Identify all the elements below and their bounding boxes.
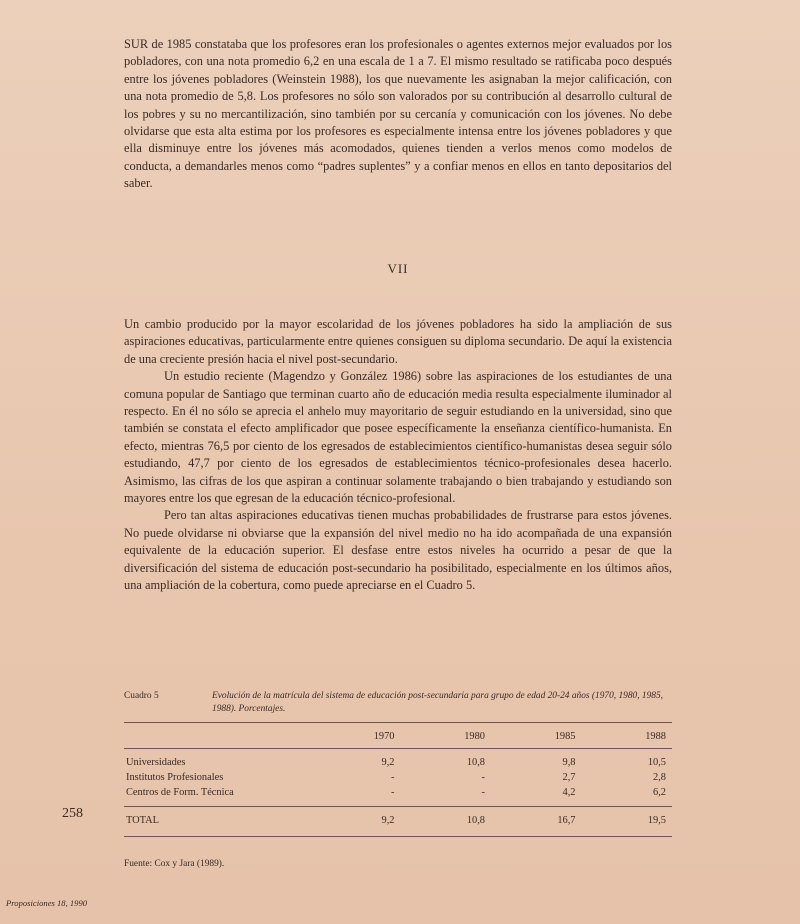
table-row [124, 770, 672, 785]
table-cell: 16,7 [491, 807, 582, 837]
table-cell: 4,2 [562, 787, 576, 798]
paragraph: SUR de 1985 constataba que los profesores eran los profesionales o agentes externos mejor evaluados por los pobladores, con una nota promedio 6,2 en una escala de 1 a 7. El mismo resultado se ratificaba poco después entre los jóvenes pobladores (Weinstein 1988), los que nuevamente les asignaban la mejor calificación, con una nota promedio de 5,8. Los profesores no sólo son valorados por su contribución al desarrollo cultural de los pobres y su no mercantilización, sino también por su cercanía y comunicación con los jóvenes. No debe olvidarse que esta alta estima por los profesores es especialmente intensa entre los jóvenes pobladores y que ella disminuye entre los jóvenes más acomodados, quienes tienden a verlos menos como modelos de conducta, a demandarles menos como “padres suplentes” y a confiar menos en ellos en tanto depositarios del saber. [124, 37, 672, 191]
table-cell: Centros de Form. Técnica [126, 787, 234, 798]
table-cell: 10,8 [401, 807, 492, 837]
table-cell: 9,2 [310, 807, 401, 837]
table-header-cell: 1980 [464, 731, 485, 742]
section-heading: VII [387, 261, 409, 276]
table-header-cell: 1985 [554, 731, 576, 742]
table-total-row [124, 807, 672, 837]
table-caption-text: Evolución de la matrícula del sistema de educación post-secundaria para grupo de edad 20-24 años (1970, 1980, 1985, 1988). Porcentajes. [212, 691, 663, 714]
body-paragraph-block [124, 316, 672, 595]
table-row [124, 785, 672, 807]
table-source: Fuente: Cox y Jara (1989). [124, 859, 225, 869]
table-header-row [124, 723, 672, 749]
table-cell: - [481, 772, 485, 783]
table-cell: 2,7 [562, 772, 576, 783]
table-label: Cuadro 5 [124, 691, 159, 701]
page-number: 258 [62, 806, 83, 821]
table-row [124, 749, 672, 771]
table-cell: 9,2 [381, 757, 395, 768]
table-caption [124, 690, 672, 716]
paragraph: Pero tan altas aspiraciones educativas tienen muchas probabilidades de frustrarse para estos jóvenes. No puede olvidarse ni obviarse que la expansión del nivel medio no ha ido acompañada de una expansión equivalente de la educación superior. El desfase entre estos niveles ha ocurrido a pesar de que la diversificación del sistema de educación post-secundario ha posibilitado, especialmente en los últimos años, una ampliación de la cobertura, como puede apreciarse en el Cuadro 5. [124, 508, 672, 593]
table-cell: - [391, 787, 395, 798]
table-cell: - [481, 787, 485, 798]
table-cell: 10,8 [466, 757, 485, 768]
table-cell: Institutos Profesionales [126, 772, 224, 783]
table-cell: Universidades [126, 757, 186, 768]
table-cell: 6,2 [653, 787, 666, 798]
top-paragraph-block [124, 36, 672, 193]
footer-reference: Proposiciones 18, 1990 [6, 898, 88, 908]
table-cell: 2,8 [653, 772, 666, 783]
table-header-cell [124, 723, 310, 749]
table-cell: 10,5 [647, 757, 666, 768]
table-header-cell: 1988 [645, 731, 666, 742]
table-cell: 9,8 [562, 757, 576, 768]
paragraph: Un cambio producido por la mayor escolaridad de los jóvenes pobladores ha sido la ampliación de sus aspiraciones educativas, particularmente entre quienes consiguen su diploma secundario. De aquí la existencia de una creciente presión hacia el nivel post-secundario. [124, 317, 672, 366]
table-cell: TOTAL [124, 807, 310, 837]
table-header-cell: 1970 [373, 731, 395, 742]
table-cell: 19,5 [582, 807, 673, 837]
table-cell: - [391, 772, 395, 783]
paragraph: Un estudio reciente (Magendzo y González 1986) sobre las aspiraciones de los estudiantes de una comuna popular de Santiago que terminan cuarto año de educación media resulta especialmente iluminador al respecto. En él no sólo se aprecia el anhelo muy mayoritario de seguir estudiando en la universidad, sino que también se constata el efecto amplificador que posee específicamente la enseñanza científico-humanista. En efecto, mientras 76,5 por ciento de los egresados de establecimientos científico-humanistas desea seguir sólo estudiando, 47,7 por ciento de los egresados de establecimientos técnico-profesionales desea hacerlo. Asimismo, las cifras de los que aspiran a continuar solamente trabajando o bien trabajando y estudiando son mayores entre los que egresan de la educación técnico-profesional. [124, 369, 672, 506]
enrollment-table [124, 722, 672, 837]
